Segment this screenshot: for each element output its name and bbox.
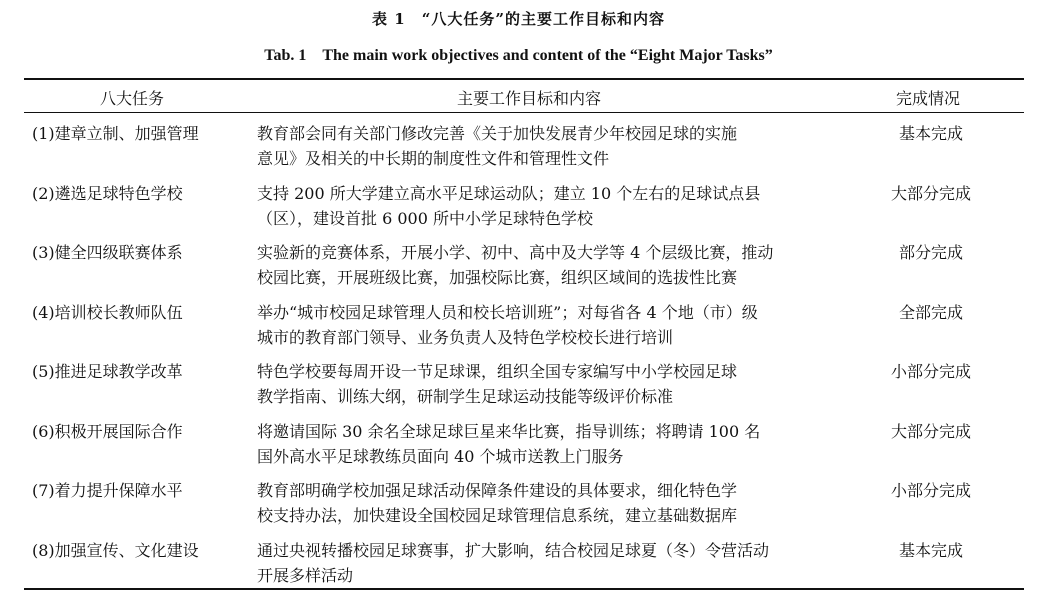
status-cell: 全部完成 (898, 302, 963, 322)
content-line: （区），建设首批 6 000 所中小学足球特色学校 (257, 208, 593, 228)
content-line: 通过央视转播校园足球赛事，扩大影响，结合校园足球夏（冬）令营活动 (257, 540, 770, 560)
task-cell: (3)健全四级联赛体系 (32, 243, 183, 262)
content-cell (257, 181, 839, 231)
task-cell: (4)培训校长教师队伍 (32, 302, 183, 322)
header-task: 八大任务 (100, 89, 165, 108)
content-line: 开展多样活动 (257, 565, 354, 585)
content-line: 特色学校要每周开设一节足球课，组织全国专家编写中小学校园足球 (257, 362, 738, 381)
content-line: 教育部明确学校加强足球活动保障条件建设的具体要求，细化特色学 (257, 481, 738, 500)
content-cell (257, 538, 839, 588)
content-line: 城市的教育部门领导、业务负责人及特色学校校长进行培训 (257, 327, 674, 347)
content-line: 教学指南、训练大纲，研制学生足球运动技能等级评价标准 (257, 387, 674, 406)
status-cell: 大部分完成 (890, 421, 971, 441)
content-line: 国外高水平足球教练员面向 40 个城市送教上门服务 (257, 446, 624, 466)
table-bottom-rule (24, 588, 1024, 590)
content-line: 意见》及相关的中长期的制度性文件和管理性文件 (257, 149, 610, 168)
task-cell: (6)积极开展国际合作 (32, 421, 183, 441)
content-line: 校园比赛，开展班级比赛，加强校际比赛，组织区域间的选拔性比赛 (257, 268, 738, 287)
table-row (24, 293, 1024, 353)
header-content: 主要工作目标和内容 (457, 89, 602, 108)
status-cell: 基本完成 (898, 124, 963, 143)
table-row (24, 352, 1024, 412)
content-line: 将邀请国际 30 余名全球足球巨星来华比赛，指导训练；将聘请 100 名 (257, 421, 761, 441)
content-cell (257, 359, 839, 409)
table-row (24, 531, 1024, 591)
content-line: 教育部会同有关部门修改完善《关于加快发展青少年校园足球的实施 (257, 124, 738, 143)
content-line: 实验新的竞赛体系，开展小学、初中、高中及大学等 4 个层级比赛，推动 (257, 243, 774, 262)
table-caption-cn: 表 1 “八大任务”的主要工作目标和内容 (372, 10, 665, 28)
table-header-row (24, 80, 1024, 112)
table-body (24, 114, 1024, 590)
task-cell: (8)加强宣传、文化建设 (32, 540, 199, 560)
status-cell: 小部分完成 (890, 481, 971, 500)
table-row (24, 412, 1024, 472)
table-row (24, 174, 1024, 234)
status-cell: 部分完成 (898, 243, 963, 262)
table-header-rule (24, 112, 1024, 113)
content-line: 支持 200 所大学建立高水平足球运动队；建立 10 个左右的足球试点县 (257, 183, 761, 203)
header-status: 完成情况 (896, 89, 961, 108)
table-row (24, 471, 1024, 531)
content-cell (257, 478, 839, 528)
task-cell: (7)着力提升保障水平 (32, 481, 183, 500)
content-cell (257, 240, 839, 290)
content-cell (257, 300, 839, 350)
task-cell: (2)遴选足球特色学校 (32, 183, 183, 203)
table-row (24, 114, 1024, 174)
task-cell: (1)建章立制、加强管理 (32, 124, 199, 143)
status-cell: 基本完成 (898, 540, 963, 560)
content-cell (257, 121, 839, 171)
status-cell: 小部分完成 (890, 362, 971, 381)
table-caption-en: Tab. 1 The main work objectives and content of the “Eight Major Tasks” (264, 47, 773, 64)
status-cell: 大部分完成 (890, 183, 971, 203)
content-line: 举办“城市校园足球管理人员和校长培训班”；对每省各 4 个地（市）级 (257, 302, 758, 322)
task-cell: (5)推进足球教学改革 (32, 362, 183, 381)
content-line: 校支持办法，加快建设全国校园足球管理信息系统，建立基础数据库 (257, 506, 738, 525)
table-row (24, 233, 1024, 293)
content-cell (257, 419, 839, 469)
